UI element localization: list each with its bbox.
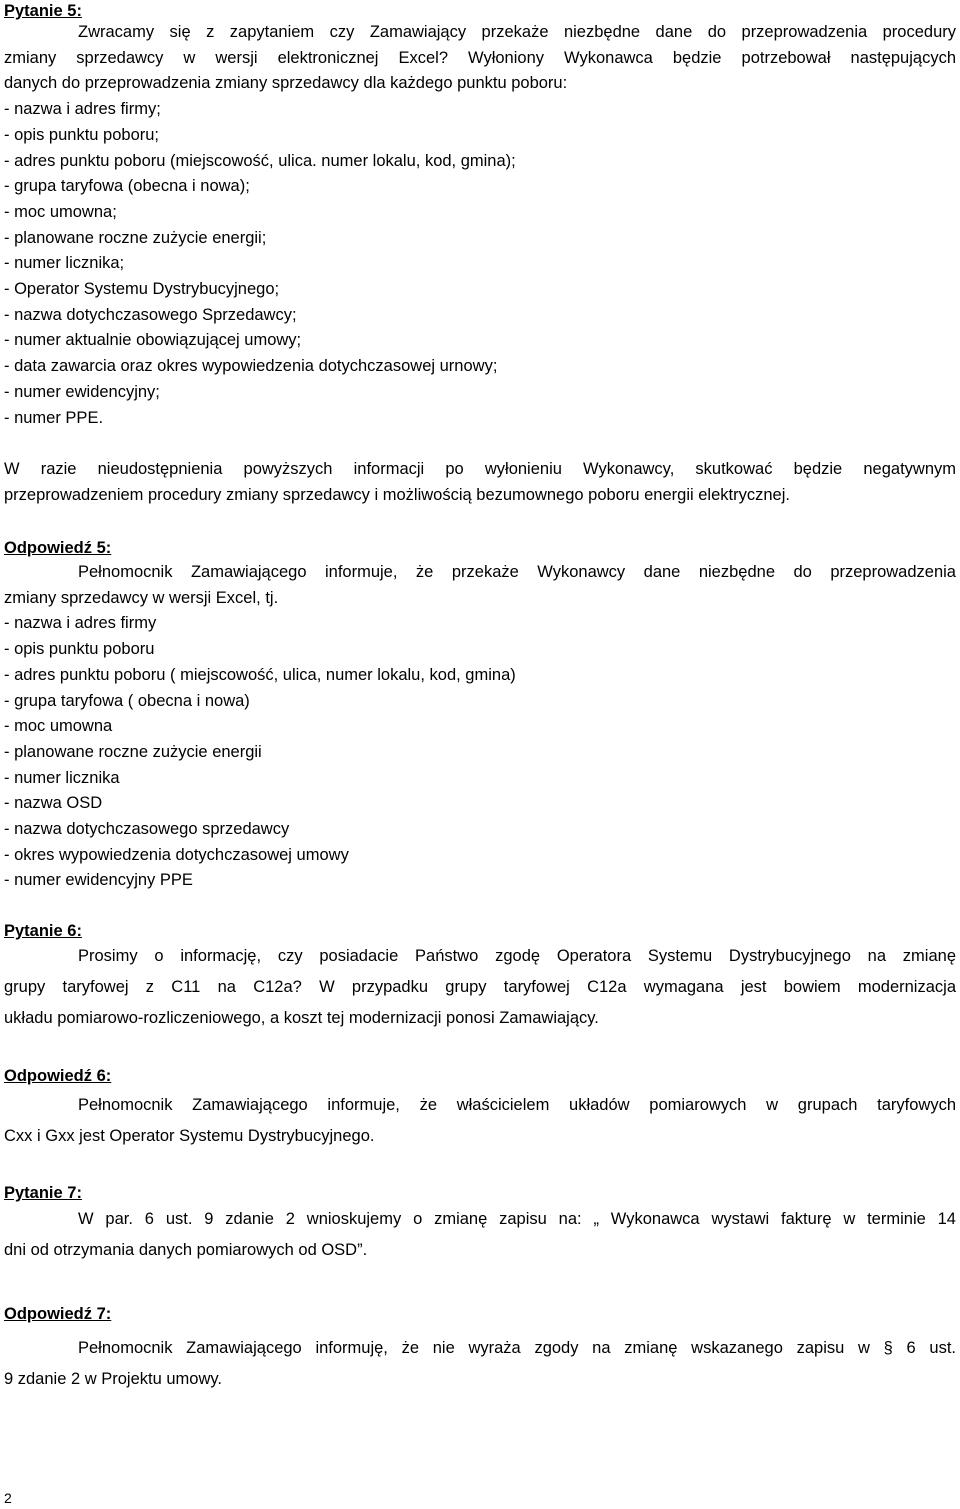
answer-7-heading: Odpowiedź 7: [4, 1305, 112, 1323]
question-7-line: W par. 6 ust. 9 zdanie 2 wnioskujemy o zmianę zapisu na: „ Wykonawca wystawi fakturę w terminie 14 [78, 1210, 956, 1228]
question-7-heading: Pytanie 7: [4, 1184, 82, 1202]
list-item: - grupa taryfowa (obecna i nowa); [4, 177, 250, 196]
page-number: 2 [4, 1490, 12, 1506]
list-item: - grupa taryfowa ( obecna i nowa) [4, 691, 250, 710]
question-7-line: dni od otrzymania danych pomiarowych od OSD”. [4, 1241, 368, 1259]
answer-6-line: Cxx i Gxx jest Operator Systemu Dystrybucyjnego. [4, 1127, 375, 1145]
answer-5-heading: Odpowiedź 5: [4, 539, 112, 557]
note-line: W razie nieudostępnienia powyższych informacji po wyłonieniu Wykonawcy, skutkować będzie negatywnym [4, 460, 956, 478]
question-6-line: grupy taryfowej z C11 na C12a? W przypadku grupy taryfowej C12a wymagana jest bowiem modernizacja [4, 978, 956, 996]
list-item: - numer PPE. [4, 408, 104, 427]
list-item: - opis punktu poboru; [4, 125, 160, 144]
list-item: - data zawarcia oraz okres wypowiedzenia dotychczasowej urnowy; [4, 357, 498, 376]
answer-5-body [4, 560, 956, 894]
list-item: - adres punktu poboru (miejscowość, ulica. numer lokalu, kod, gmina); [4, 151, 516, 170]
list-item: - nazwa dotychczasowego sprzedawcy [4, 820, 290, 839]
question-6-line: Prosimy o informację, czy posiadacie Państwo zgodę Operatora Systemu Dystrybucyjnego na zmianę [78, 947, 956, 965]
list-item: - numer aktualnie obowiązującej umowy; [4, 331, 302, 350]
question-6-line: układu pomiarowo-rozliczeniowego, a koszt tej modernizacji ponosi Zamawiający. [4, 1009, 599, 1027]
list-item: - nazwa OSD [4, 794, 103, 813]
question-5-line: zmiany sprzedawcy w wersji elektronicznej Excel? Wyłoniony Wykonawca będzie potrzebował następujących [4, 48, 956, 67]
question-5-line: danych do przeprowadzenia zmiany sprzedawcy dla każdego punktu poboru: [4, 74, 568, 93]
list-item: - numer licznika [4, 768, 120, 787]
list-item: - planowane roczne zużycie energii [4, 742, 262, 761]
answer-6-heading: Odpowiedź 6: [4, 1067, 112, 1085]
answer-5-line: Pełnomocnik Zamawiającego informuje, że przekaże Wykonawcy dane niezbędne do przeprowadzenia [78, 563, 956, 581]
answer-7-line: 9 zdanie 2 w Projektu umowy. [4, 1370, 222, 1388]
answer-5-line: zmiany sprzedawcy w wersji Excel, tj. [4, 588, 279, 607]
question-6-body [4, 941, 956, 1034]
answer-7-line: Pełnomocnik Zamawiającego informuję, że nie wyraża zgody na zmianę wskazanego zapisu w § 6 ust. [78, 1339, 956, 1357]
list-item: - Operator Systemu Dystrybucyjnego; [4, 280, 280, 299]
answer-6-body [4, 1090, 956, 1152]
question-6-heading: Pytanie 6: [4, 922, 82, 940]
answer-6-line: Pełnomocnik Zamawiającego informuje, że właścicielem układów pomiarowych w grupach taryfowych [78, 1096, 956, 1114]
list-item: - nazwa i adres firmy; [4, 100, 161, 119]
note-line: przeprowadzeniem procedury zmiany sprzedawcy i możliwością bezumownego poboru energii elektrycznej. [4, 485, 790, 504]
question-5-body [4, 20, 956, 431]
list-item: - planowane roczne zużycie energii; [4, 228, 267, 247]
question-5-heading: Pytanie 5: [4, 2, 82, 20]
list-item: - opis punktu poboru [4, 640, 155, 659]
list-item: - nazwa i adres firmy [4, 614, 157, 633]
list-item: - moc umowna; [4, 202, 117, 221]
answer-7-body [4, 1333, 956, 1395]
list-item: - numer ewidencyjny; [4, 382, 160, 401]
question-7-body [4, 1204, 956, 1266]
list-item: - moc umowna [4, 717, 113, 736]
list-item: - adres punktu poboru ( miejscowość, ulica, numer lokalu, kod, gmina) [4, 665, 516, 684]
question-5-note [4, 457, 956, 508]
list-item: - numer ewidencyjny PPE [4, 871, 193, 890]
list-item: - okres wypowiedzenia dotychczasowej umowy [4, 845, 349, 864]
list-item: - nazwa dotychczasowego Sprzedawcy; [4, 305, 297, 324]
list-item: - numer licznika; [4, 254, 125, 273]
question-5-line: Zwracamy się z zapytaniem czy Zamawiający przekaże niezbędne dane do przeprowadzenia procedury [78, 23, 956, 41]
